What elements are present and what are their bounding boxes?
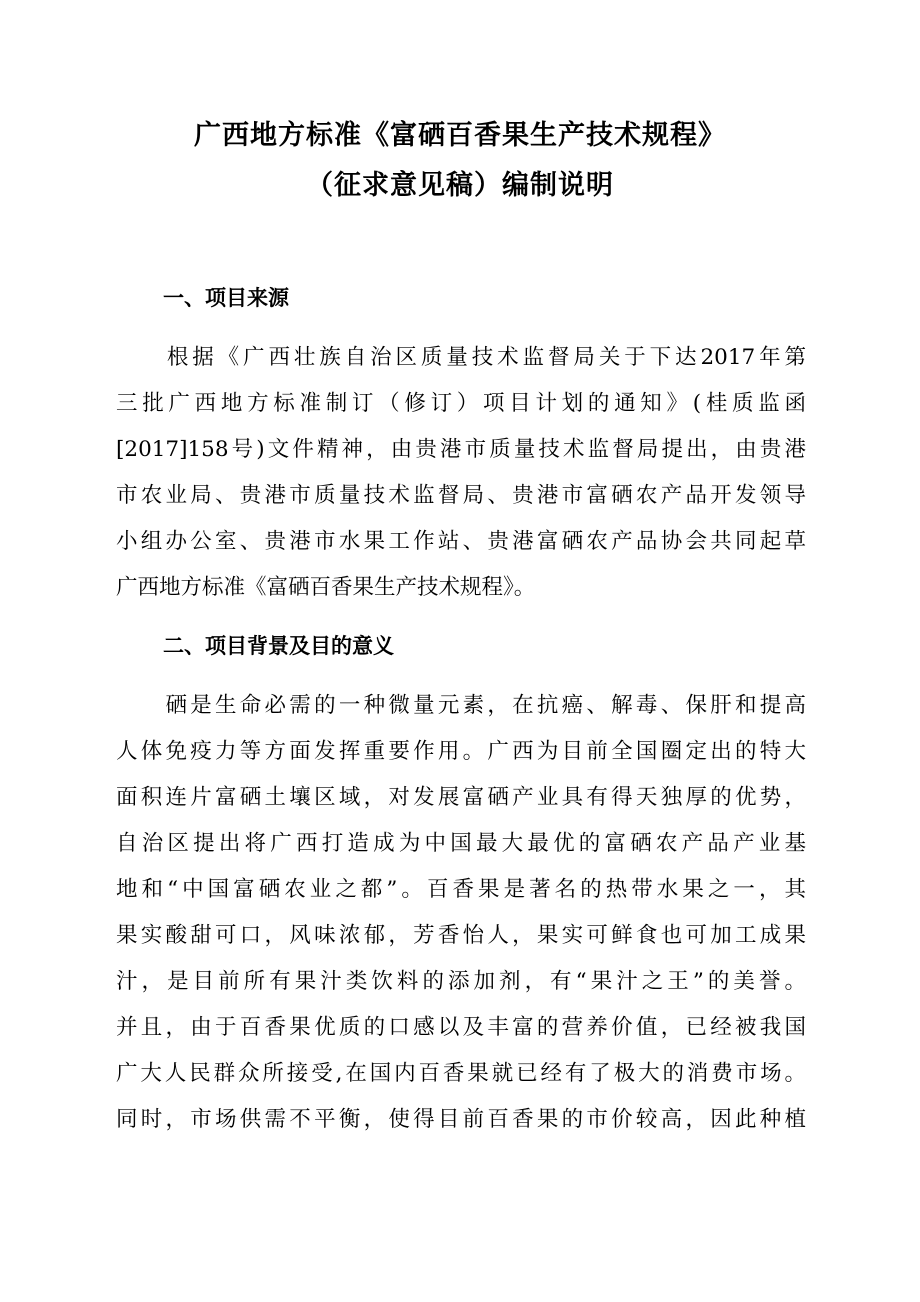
section-paragraph-project-source — [116, 335, 806, 611]
paragraph-line: [2017]158号)文件精神，由贵港市质量技术监督局提出，由贵港 — [116, 437, 806, 462]
paragraph-line: 面积连片富硒土壤区域，对发展富硒产业具有得天独厚的优势， — [116, 785, 806, 810]
paragraph-line: 广西地方标准《富硒百香果生产技术规程》。 — [116, 575, 536, 600]
paragraph-line: 并且，由于百香果优质的口感以及丰富的营养价值，已经被我国 — [116, 1015, 806, 1040]
paragraph-line: 人体免疫力等方面发挥重要作用。广西为目前全国圈定出的特大 — [116, 739, 806, 764]
section-heading-project-source: 一、项目来源 — [163, 286, 289, 310]
paragraph-line: 广大人民群众所接受,在国内百香果就已经有了极大的消费市场。 — [116, 1061, 806, 1086]
paragraph-line: 自治区提出将广西打造成为中国最大最优的富硒农产品产业基 — [116, 831, 806, 856]
paragraph-line: 根据《广西壮族自治区质量技术监督局关于下达2017年第 — [116, 345, 806, 370]
paragraph-line: 同时，市场供需不平衡，使得目前百香果的市价较高，因此种植 — [116, 1107, 806, 1132]
paragraph-line: 三批广西地方标准制订（修订）项目计划的通知》(桂质监函 — [116, 391, 806, 416]
paragraph-line: 汁，是目前所有果汁类饮料的添加剂，有“果汁之王”的美誉。 — [116, 969, 806, 994]
paragraph-line: 小组办公室、贵港市水果工作站、贵港富硒农产品协会共同起草 — [116, 529, 806, 554]
section-heading-background-purpose: 二、项目背景及目的意义 — [163, 634, 394, 658]
document-title-line-1: 广西地方标准《富硒百香果生产技术规程》 — [194, 120, 726, 151]
section-paragraph-background-purpose — [116, 683, 806, 1143]
paragraph-line: 果实酸甜可口，风味浓郁，芳香怡人，果实可鲜食也可加工成果 — [116, 923, 806, 948]
paragraph-line: 硒是生命必需的一种微量元素，在抗癌、解毒、保肝和提高 — [116, 693, 806, 718]
paragraph-line: 地和“中国富硒农业之都”。百香果是著名的热带水果之一，其 — [116, 877, 806, 902]
document-title-line-2: （征求意见稿）编制说明 — [306, 170, 614, 201]
paragraph-line: 市农业局、贵港市质量技术监督局、贵港市富硒农产品开发领导 — [116, 483, 806, 508]
